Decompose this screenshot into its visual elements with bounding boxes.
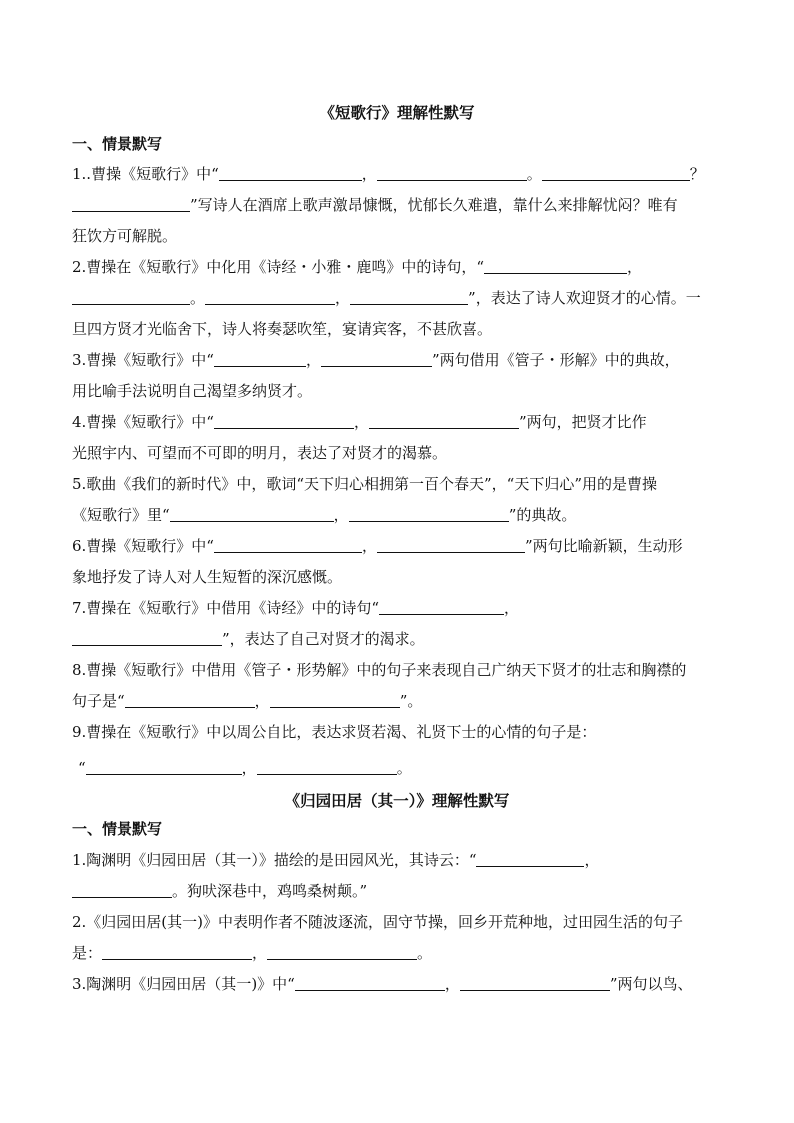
question-8-line-1: 8.曹操《短歌行》中借用《管子・形势解》中的句子来表现自己广纳天下贤才的壮志和胸襟的: [72, 661, 687, 679]
answer-blank[interactable]: [219, 165, 362, 181]
answer-blank[interactable]: [214, 351, 306, 367]
question-9-line-2: “ ， 。: [78, 759, 412, 777]
answer-blank[interactable]: [377, 165, 527, 181]
question-4-line-2: 光照宇内、可望而不可即的明月，表达了对贤才的渴慕。: [72, 444, 448, 462]
answer-blank[interactable]: [270, 692, 400, 708]
answer-blank[interactable]: [379, 599, 504, 615]
question-5-line-1: 5.歌曲《我们的新时代》中，歌词“天下归心相拥第一百个春天”，“天下归心”用的是曹操: [72, 475, 657, 493]
question-1-line-2: ”写诗人在酒席上歌声激昂慷慨，忧郁长久难遣，靠什么来排解忧闷？唯有: [72, 195, 678, 215]
answer-blank[interactable]: [369, 413, 519, 429]
question-1-line-1: 1..曹操《短歌行》中“ ， 。 ？: [72, 165, 705, 183]
section2-question-1-line-1: 1.陶渊明《归园田居（其一）》描绘的是田园风光，其诗云：“ ，: [72, 851, 600, 869]
answer-blank[interactable]: [257, 759, 397, 775]
answer-blank[interactable]: [214, 413, 354, 429]
section2-question-2-line-1: 2.《归园田居(其一)》中表明作者不随波逐流，固守节操，回乡开荒种地，过田园生活的句子: [72, 913, 684, 931]
answer-blank[interactable]: [267, 944, 417, 960]
answer-blank[interactable]: [170, 506, 334, 522]
answer-blank[interactable]: [484, 258, 627, 274]
answer-blank[interactable]: [542, 165, 690, 181]
answer-blank[interactable]: [125, 692, 255, 708]
question-7-line-2: ”，表达了自己对贤才的渴求。: [72, 629, 425, 649]
question-6-line-2: 象地抒发了诗人对人生短暂的深沉感慨。: [72, 568, 343, 586]
answer-blank[interactable]: [72, 196, 190, 212]
answer-blank[interactable]: [377, 537, 525, 553]
answer-blank[interactable]: [86, 759, 242, 775]
answer-blank[interactable]: [349, 506, 509, 522]
answer-blank[interactable]: [321, 351, 432, 367]
section-title: 《短歌行》理解性默写: [319, 103, 475, 122]
question-6-line-1: 6.曹操《短歌行》中“ ， ”两句比喻新颖，生动形: [72, 537, 683, 555]
section-title: 《归园田居（其一）》理解性默写: [284, 791, 510, 810]
answer-blank[interactable]: [72, 882, 172, 898]
answer-blank[interactable]: [72, 289, 190, 305]
question-3-line-1: 3.曹操《短歌行》中“ ， ”两句借用《管子・形解》中的典故，: [72, 351, 680, 369]
answer-blank[interactable]: [102, 944, 252, 960]
question-1-line-3: 狂饮方可解脱。: [72, 227, 178, 245]
answer-blank[interactable]: [460, 975, 610, 991]
question-3-line-2: 用比喻手法说明自己渴望多纳贤才。: [72, 382, 313, 400]
question-5-line-2: 《短歌行》里“ ， ”的典故。: [72, 506, 577, 524]
section2-question-3-line-1: 3.陶渊明《归园田居（其一)》中“ ， ”两句以鸟、: [72, 975, 693, 993]
section-heading: 一、情景默写: [72, 820, 163, 838]
answer-blank[interactable]: [295, 975, 445, 991]
question-2-line-2: 。 ， ”，表达了诗人欢迎贤才的心情。一: [72, 288, 701, 308]
question-4-line-1: 4.曹操《短歌行》中“ ， ”两句，把贤才比作: [72, 413, 647, 431]
section2-question-1-line-2: 。狗吠深巷中，鸡鸣桑树颠。”: [72, 881, 367, 901]
answer-blank[interactable]: [476, 851, 584, 867]
answer-blank[interactable]: [205, 289, 335, 305]
question-7-line-1: 7.曹操在《短歌行》中借用《诗经》中的诗句“ ，: [72, 599, 519, 617]
answer-blank[interactable]: [214, 537, 362, 553]
answer-blank[interactable]: [72, 630, 222, 646]
section-heading: 一、情景默写: [72, 135, 163, 153]
question-8-line-2: 句子是“ ， ”。: [72, 692, 423, 710]
answer-blank[interactable]: [350, 289, 468, 305]
section2-question-2-line-2: 是： ， 。: [72, 944, 433, 962]
question-2-line-1: 2.曹操在《短歌行》中化用《诗经・小雅・鹿鸣》中的诗句，“ ，: [72, 258, 642, 276]
question-2-line-3: 旦四方贤才光临舍下，诗人将奏瑟吹笙，宴请宾客，不甚欣喜。: [72, 320, 493, 338]
question-9-line-1: 9.曹操在《短歌行》中以周公自比，表达求贤若渴、礼贤下士的心情的句子是：: [72, 723, 597, 741]
